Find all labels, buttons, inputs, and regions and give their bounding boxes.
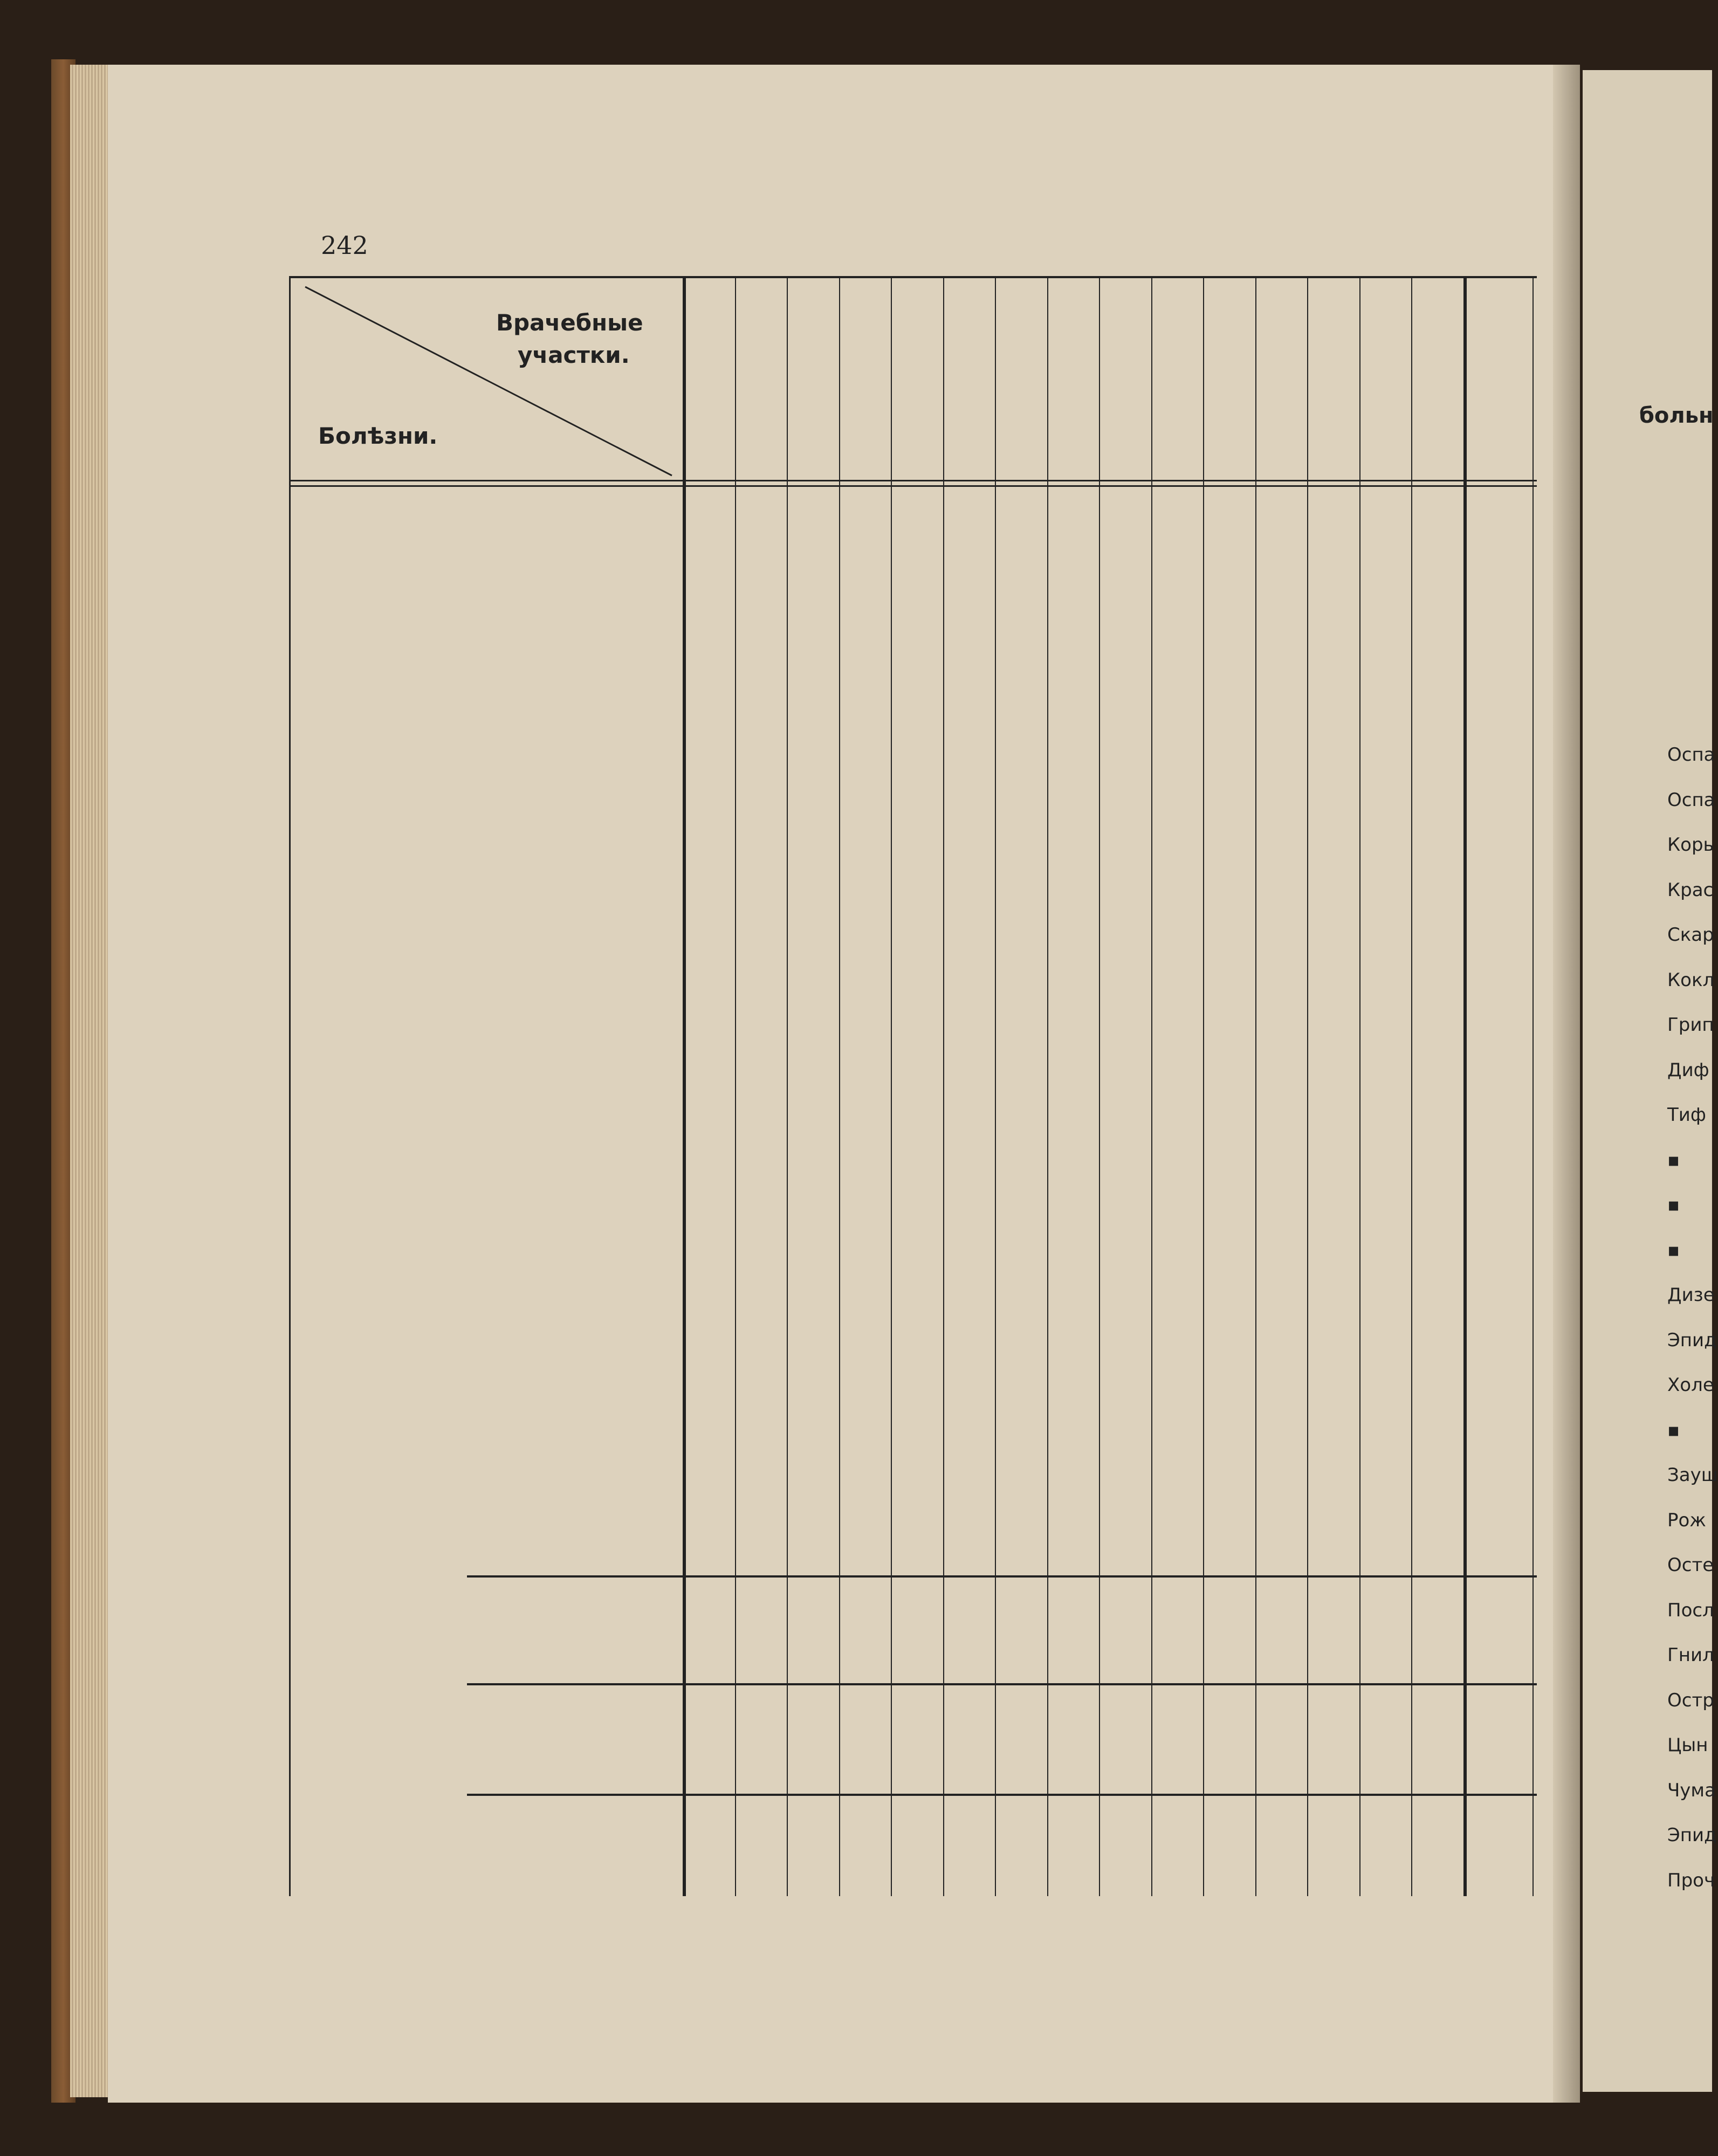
right-page-item: Корь bbox=[1667, 834, 1714, 856]
right-page-item: Эпид bbox=[1667, 1329, 1717, 1351]
right-page-item: Оспа bbox=[1667, 744, 1715, 766]
right-page-item: Проч bbox=[1667, 1869, 1715, 1891]
right-page-item: Зауш bbox=[1667, 1464, 1718, 1486]
itogo-top-border bbox=[467, 1794, 1537, 1796]
header-districts: Врачебные bbox=[496, 309, 643, 336]
column-divider bbox=[735, 276, 736, 1896]
right-page-item: Гнил bbox=[1667, 1644, 1714, 1666]
right-page-item: Посл bbox=[1667, 1599, 1714, 1621]
header-bottom-border bbox=[289, 480, 1537, 481]
right-page-item: ▪ bbox=[1667, 1194, 1680, 1216]
right-page-item: Чума bbox=[1667, 1779, 1716, 1801]
right-page-item: Рож bbox=[1667, 1509, 1706, 1531]
right-page-item: ▪ bbox=[1667, 1149, 1680, 1171]
header-diagonal bbox=[289, 276, 683, 481]
statistics-table bbox=[289, 276, 1537, 1896]
column-divider bbox=[995, 276, 996, 1896]
column-divider bbox=[1463, 276, 1467, 1896]
right-page-item: Диф bbox=[1667, 1059, 1709, 1081]
right-page-item: Скар bbox=[1667, 924, 1714, 946]
column-divider bbox=[1411, 276, 1412, 1896]
page-edges bbox=[70, 65, 113, 2097]
header-districts-2: участки. bbox=[518, 342, 630, 368]
right-page-heading: больн bbox=[1639, 403, 1714, 428]
column-divider bbox=[891, 276, 892, 1896]
right-page-item: Цын bbox=[1667, 1734, 1708, 1756]
right-page-item: Эпид bbox=[1667, 1824, 1717, 1846]
column-divider bbox=[1533, 276, 1534, 1896]
right-page-item: Тиф bbox=[1667, 1104, 1706, 1126]
column-divider bbox=[1151, 276, 1152, 1896]
page-gutter bbox=[1553, 65, 1580, 2103]
header-bottom-border-2 bbox=[289, 485, 1537, 487]
right-page-item: ▪ bbox=[1667, 1419, 1680, 1441]
column-divider bbox=[839, 276, 840, 1896]
column-divider bbox=[1255, 276, 1256, 1896]
repeat-top-border bbox=[467, 1683, 1537, 1685]
column-divider bbox=[1047, 276, 1048, 1896]
right-page-item: Оспа bbox=[1667, 789, 1715, 811]
right-page-item: Остр bbox=[1667, 1689, 1714, 1711]
column-divider bbox=[683, 276, 686, 1896]
column-divider bbox=[1203, 276, 1204, 1896]
right-page-item: Кокл bbox=[1667, 969, 1715, 991]
column-divider bbox=[787, 276, 788, 1896]
page-number: 242 bbox=[321, 231, 368, 260]
column-divider bbox=[1099, 276, 1100, 1896]
right-page-item: Крас bbox=[1667, 879, 1714, 901]
right-page-item: Грип bbox=[1667, 1014, 1714, 1036]
right-page-item: Осте bbox=[1667, 1554, 1714, 1576]
column-divider bbox=[943, 276, 944, 1896]
column-divider bbox=[1359, 276, 1360, 1896]
column-divider bbox=[1307, 276, 1308, 1896]
right-page-item: Дизе bbox=[1667, 1284, 1715, 1306]
left-border bbox=[289, 276, 291, 1896]
totals-top-border bbox=[467, 1575, 1537, 1578]
header-diseases: Болѣзни. bbox=[318, 423, 438, 449]
table-top-border bbox=[289, 276, 1537, 278]
right-page-item: ▪ bbox=[1667, 1239, 1680, 1261]
right-page-item: Холе bbox=[1667, 1374, 1714, 1396]
